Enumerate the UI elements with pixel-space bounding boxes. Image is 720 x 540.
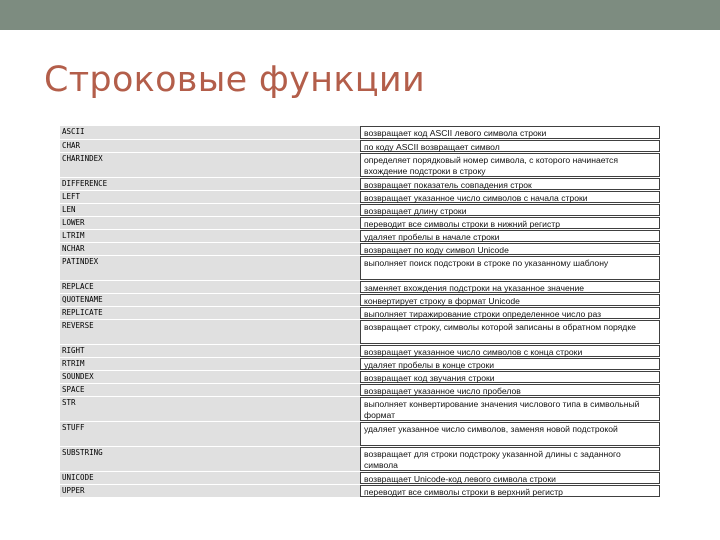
function-name: LOWER bbox=[60, 217, 360, 229]
function-description: определяет порядковый номер символа, с которого начинается вхождение подстроки в строку bbox=[360, 153, 660, 177]
function-name: RIGHT bbox=[60, 345, 360, 357]
function-description: возвращает строку, символы которой записаны в обратном порядке bbox=[360, 320, 660, 344]
function-description: возвращает показатель совпадения строк bbox=[360, 178, 660, 190]
function-description: возвращает длину строки bbox=[360, 204, 660, 216]
function-description: удаляет указанное число символов, заменяя новой подстрокой bbox=[360, 422, 660, 446]
function-name: NCHAR bbox=[60, 243, 360, 255]
table-row bbox=[60, 370, 660, 383]
table-row bbox=[60, 242, 660, 255]
table-row bbox=[60, 383, 660, 396]
table-row bbox=[60, 216, 660, 229]
function-description: заменяет вхождения подстроки на указанное значение bbox=[360, 281, 660, 293]
function-name: PATINDEX bbox=[60, 256, 360, 280]
function-description: удаляет пробелы в конце строки bbox=[360, 358, 660, 370]
table-row bbox=[60, 344, 660, 357]
function-description: конвертирует строку в формат Unicode bbox=[360, 294, 660, 306]
function-name: CHARINDEX bbox=[60, 153, 360, 177]
function-name: LEFT bbox=[60, 191, 360, 203]
function-name: CHAR bbox=[60, 140, 360, 152]
table-row bbox=[60, 293, 660, 306]
function-name: SUBSTRING bbox=[60, 447, 360, 471]
function-description: по коду ASCII возвращает символ bbox=[360, 140, 660, 152]
function-description: выполняет поиск подстроки в строке по указанному шаблону bbox=[360, 256, 660, 280]
function-description: возвращает по коду символ Unicode bbox=[360, 243, 660, 255]
function-name: REPLICATE bbox=[60, 307, 360, 319]
function-name: QUOTENAME bbox=[60, 294, 360, 306]
table-row bbox=[60, 190, 660, 203]
function-name: SPACE bbox=[60, 384, 360, 396]
function-name: REVERSE bbox=[60, 320, 360, 344]
function-name: DIFFERENCE bbox=[60, 178, 360, 190]
table-row bbox=[60, 229, 660, 242]
table-row bbox=[60, 396, 660, 421]
table-row bbox=[60, 319, 660, 344]
table-row bbox=[60, 446, 660, 471]
function-description: возвращает для строки подстроку указанной длины с заданного символа bbox=[360, 447, 660, 471]
function-description: возвращает указанное число символов с начала строки bbox=[360, 191, 660, 203]
function-name: UNICODE bbox=[60, 472, 360, 484]
function-name: LEN bbox=[60, 204, 360, 216]
table-row bbox=[60, 203, 660, 216]
function-description: выполняет конвертирование значения числового типа в символьный формат bbox=[360, 397, 660, 421]
function-description: переводит все символы строки в нижний регистр bbox=[360, 217, 660, 229]
table-row bbox=[60, 357, 660, 370]
function-name: STR bbox=[60, 397, 360, 421]
table-row bbox=[60, 280, 660, 293]
function-name: ASCII bbox=[60, 126, 360, 139]
function-name: RTRIM bbox=[60, 358, 360, 370]
table-row bbox=[60, 306, 660, 319]
top-band bbox=[0, 0, 720, 30]
function-name: UPPER bbox=[60, 485, 360, 497]
slide-title: Строковые функции bbox=[44, 60, 426, 100]
function-description: возвращает Unicode-код левого символа строки bbox=[360, 472, 660, 484]
function-description: возвращает код звучания строки bbox=[360, 371, 660, 383]
function-description: возвращает указанное число символов с конца строки bbox=[360, 345, 660, 357]
table-row bbox=[60, 139, 660, 152]
function-description: возвращает код ASCII левого символа строки bbox=[360, 126, 660, 139]
function-description: удаляет пробелы в начале строки bbox=[360, 230, 660, 242]
function-name: REPLACE bbox=[60, 281, 360, 293]
function-description: возвращает указанное число пробелов bbox=[360, 384, 660, 396]
function-description: переводит все символы строки в верхний регистр bbox=[360, 485, 660, 497]
table-row bbox=[60, 484, 660, 497]
table-row bbox=[60, 255, 660, 280]
function-description: выполняет тиражирование строки определенное число раз bbox=[360, 307, 660, 319]
functions-table bbox=[60, 126, 660, 497]
table-row bbox=[60, 152, 660, 177]
table-row bbox=[60, 177, 660, 190]
function-name: STUFF bbox=[60, 422, 360, 446]
table-row bbox=[60, 471, 660, 484]
table-row bbox=[60, 421, 660, 446]
function-name: LTRIM bbox=[60, 230, 360, 242]
function-name: SOUNDEX bbox=[60, 371, 360, 383]
table-row bbox=[60, 126, 660, 139]
